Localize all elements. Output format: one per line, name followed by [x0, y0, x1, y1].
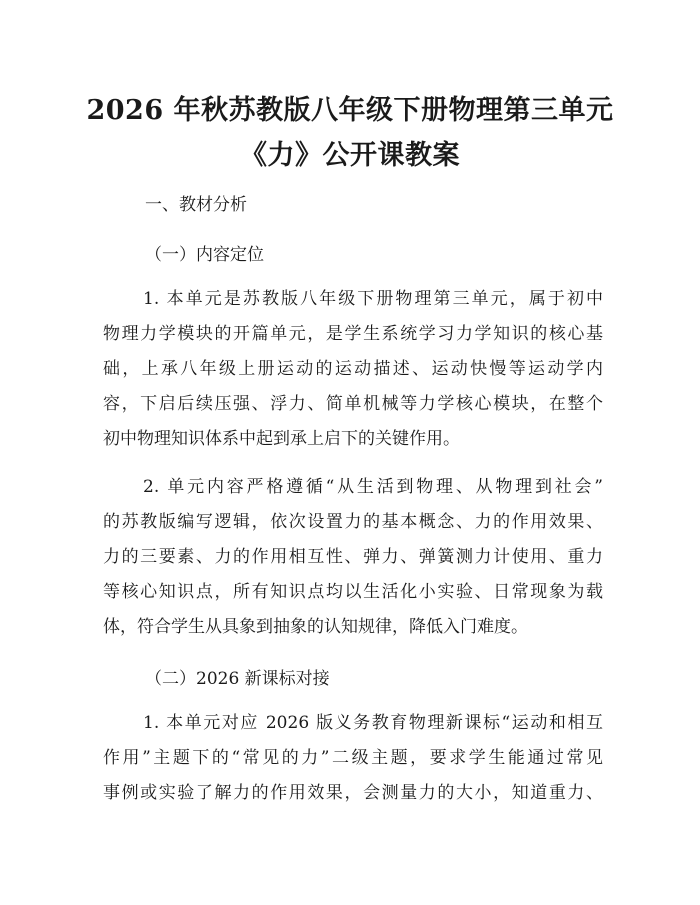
paragraph-line: 等核心知识点，所有知识点均以生活化小实验、日常现象为载: [103, 582, 603, 602]
section-heading-textbook-analysis: 一、教材分析: [145, 195, 247, 215]
subsection-heading-content-positioning: （一）内容定位: [145, 245, 264, 265]
paragraph-line: 物理力学模块的开篇单元，是学生系统学习力学知识的核心基: [103, 324, 603, 344]
document-title-line-2: 《力》公开课教案: [240, 140, 460, 171]
paragraph-line: 事例或实验了解力的作用效果，会测量力的大小，知道重力、: [103, 783, 603, 803]
paragraph-line: 的苏教版编写逻辑，依次设置力的基本概念、力的作用效果、: [103, 512, 603, 532]
subsection-heading-curriculum-alignment: （二）2026 新课标对接: [145, 669, 330, 689]
paragraph-line: 础，上承八年级上册运动的运动描述、运动快慢等运动学内: [103, 359, 603, 379]
paragraph-line: 1. 本单元是苏教版八年级下册物理第三单元，属于初中: [143, 289, 603, 309]
paragraph-line: 2. 单元内容严格遵循“从生活到物理、从物理到社会”: [143, 477, 603, 497]
paragraph-1: [103, 282, 603, 457]
document-title-line-1: 2026 年秋苏教版八年级下册物理第三单元: [86, 95, 614, 126]
paragraph-3: [103, 706, 603, 811]
paragraph-line: 体，符合学生从具象到抽象的认知规律，降低入门难度。: [103, 617, 528, 637]
paragraph-line: 容，下启后续压强、浮力、简单机械等力学核心模块，在整个: [103, 394, 603, 414]
paragraph-2: [103, 470, 603, 645]
paragraph-line: 1. 本单元对应 2026 版义务教育物理新课标“运动和相互: [143, 713, 603, 733]
paragraph-line: 力的三要素、力的作用相互性、弹力、弹簧测力计使用、重力: [103, 547, 603, 567]
paragraph-line: 作用”主题下的“常见的力”二级主题，要求学生能通过常见: [103, 748, 603, 768]
paragraph-line: 初中物理知识体系中起到承上启下的关键作用。: [103, 429, 460, 449]
